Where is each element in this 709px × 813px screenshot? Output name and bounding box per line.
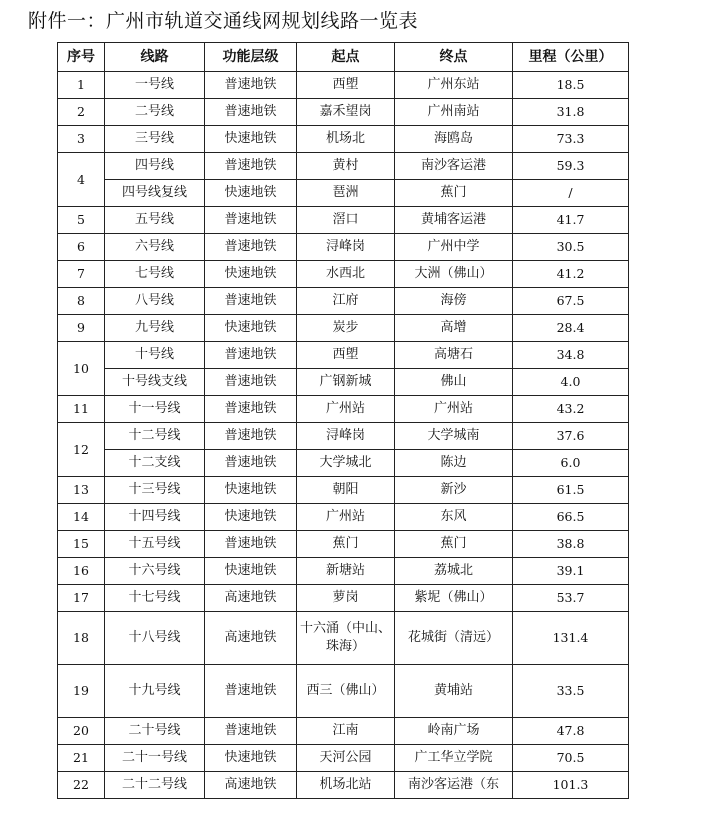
table-row [58, 126, 629, 153]
cell-number: 18 [58, 612, 105, 665]
cell-start: 西三（佛山） [297, 665, 395, 718]
table-row [58, 180, 629, 207]
cell-end: 广州东站 [395, 72, 513, 99]
header-number: 序号 [58, 43, 105, 72]
cell-line: 十一号线 [105, 396, 205, 423]
cell-length: 53.7 [513, 585, 629, 612]
cell-level: 高速地铁 [205, 772, 297, 799]
cell-level: 快速地铁 [205, 180, 297, 207]
cell-level: 普速地铁 [205, 369, 297, 396]
cell-length: 39.1 [513, 558, 629, 585]
cell-start: 黄村 [297, 153, 395, 180]
cell-line: 八号线 [105, 288, 205, 315]
cell-level: 快速地铁 [205, 126, 297, 153]
cell-end: 东风 [395, 504, 513, 531]
cell-end: 紫坭（佛山） [395, 585, 513, 612]
cell-number: 1 [58, 72, 105, 99]
cell-level: 高速地铁 [205, 612, 297, 665]
cell-level: 普速地铁 [205, 342, 297, 369]
cell-length: 43.2 [513, 396, 629, 423]
cell-start: 浔峰岗 [297, 423, 395, 450]
cell-end: 高塘石 [395, 342, 513, 369]
table-row [58, 423, 629, 450]
table-row [58, 718, 629, 745]
table-row [58, 153, 629, 180]
cell-start: 西塱 [297, 342, 395, 369]
cell-line: 二号线 [105, 99, 205, 126]
cell-length: 4.0 [513, 369, 629, 396]
cell-end: 南沙客运港 [395, 153, 513, 180]
table-row [58, 72, 629, 99]
cell-length: 6.0 [513, 450, 629, 477]
cell-length: / [513, 180, 629, 207]
table-row [58, 558, 629, 585]
cell-length: 30.5 [513, 234, 629, 261]
cell-start: 天河公园 [297, 745, 395, 772]
cell-line: 九号线 [105, 315, 205, 342]
table-row [58, 207, 629, 234]
cell-number: 15 [58, 531, 105, 558]
cell-level: 快速地铁 [205, 261, 297, 288]
cell-line: 十二支线 [105, 450, 205, 477]
cell-line: 二十号线 [105, 718, 205, 745]
cell-number: 20 [58, 718, 105, 745]
document-title: 附件一：广州市轨道交通线网规划线路一览表 [28, 10, 419, 32]
cell-length: 37.6 [513, 423, 629, 450]
table-row [58, 342, 629, 369]
cell-line: 十五号线 [105, 531, 205, 558]
cell-length: 34.8 [513, 342, 629, 369]
cell-level: 普速地铁 [205, 423, 297, 450]
cell-number: 22 [58, 772, 105, 799]
cell-level: 快速地铁 [205, 315, 297, 342]
table-row [58, 504, 629, 531]
cell-line: 四号线 [105, 153, 205, 180]
cell-length: 131.4 [513, 612, 629, 665]
header-line: 线路 [105, 43, 205, 72]
cell-start: 大学城北 [297, 450, 395, 477]
table-row [58, 477, 629, 504]
cell-length: 41.7 [513, 207, 629, 234]
cell-end: 岭南广场 [395, 718, 513, 745]
cell-number: 19 [58, 665, 105, 718]
cell-start: 十六涌（中山、珠海） [297, 612, 395, 665]
cell-start: 萝岗 [297, 585, 395, 612]
cell-line: 二十二号线 [105, 772, 205, 799]
cell-line: 五号线 [105, 207, 205, 234]
cell-length: 66.5 [513, 504, 629, 531]
cell-end: 荔城北 [395, 558, 513, 585]
cell-start: 琶洲 [297, 180, 395, 207]
cell-start: 蕉门 [297, 531, 395, 558]
cell-length: 70.5 [513, 745, 629, 772]
cell-length: 38.8 [513, 531, 629, 558]
cell-number: 2 [58, 99, 105, 126]
cell-line: 十号线支线 [105, 369, 205, 396]
cell-start: 江府 [297, 288, 395, 315]
header-length: 里程（公里） [513, 43, 629, 72]
cell-level: 高速地铁 [205, 585, 297, 612]
rail-lines-table [57, 42, 629, 799]
cell-length: 33.5 [513, 665, 629, 718]
cell-end: 大洲（佛山） [395, 261, 513, 288]
cell-number: 12 [58, 423, 105, 477]
cell-level: 普速地铁 [205, 288, 297, 315]
cell-end: 广工华立学院 [395, 745, 513, 772]
table-row [58, 99, 629, 126]
cell-number: 5 [58, 207, 105, 234]
cell-start: 广钢新城 [297, 369, 395, 396]
cell-number: 6 [58, 234, 105, 261]
cell-start: 朝阳 [297, 477, 395, 504]
cell-length: 101.3 [513, 772, 629, 799]
table-row [58, 369, 629, 396]
cell-number: 13 [58, 477, 105, 504]
cell-line: 十六号线 [105, 558, 205, 585]
cell-number: 17 [58, 585, 105, 612]
cell-start: 炭步 [297, 315, 395, 342]
cell-start: 江南 [297, 718, 395, 745]
header-level: 功能层级 [205, 43, 297, 72]
cell-level: 普速地铁 [205, 153, 297, 180]
cell-line: 十号线 [105, 342, 205, 369]
cell-length: 41.2 [513, 261, 629, 288]
cell-line: 七号线 [105, 261, 205, 288]
cell-level: 快速地铁 [205, 558, 297, 585]
cell-end: 广州南站 [395, 99, 513, 126]
cell-start: 浔峰岗 [297, 234, 395, 261]
cell-end: 陈边 [395, 450, 513, 477]
cell-line: 一号线 [105, 72, 205, 99]
cell-start: 机场北 [297, 126, 395, 153]
cell-level: 普速地铁 [205, 531, 297, 558]
cell-length: 67.5 [513, 288, 629, 315]
cell-line: 十七号线 [105, 585, 205, 612]
cell-end: 高增 [395, 315, 513, 342]
cell-level: 普速地铁 [205, 396, 297, 423]
cell-level: 普速地铁 [205, 450, 297, 477]
table-row [58, 665, 629, 718]
cell-line: 二十一号线 [105, 745, 205, 772]
cell-length: 61.5 [513, 477, 629, 504]
table-row [58, 288, 629, 315]
cell-start: 新塘站 [297, 558, 395, 585]
cell-line: 六号线 [105, 234, 205, 261]
cell-end: 广州站 [395, 396, 513, 423]
cell-level: 普速地铁 [205, 99, 297, 126]
cell-start: 嘉禾望岗 [297, 99, 395, 126]
cell-line: 十九号线 [105, 665, 205, 718]
header-end: 终点 [395, 43, 513, 72]
cell-length: 59.3 [513, 153, 629, 180]
table-row [58, 315, 629, 342]
cell-end: 南沙客运港（东 [395, 772, 513, 799]
cell-level: 普速地铁 [205, 207, 297, 234]
cell-end: 大学城南 [395, 423, 513, 450]
header-start: 起点 [297, 43, 395, 72]
cell-end: 花城街（清远） [395, 612, 513, 665]
cell-number: 4 [58, 153, 105, 207]
table-row [58, 234, 629, 261]
cell-level: 普速地铁 [205, 665, 297, 718]
table-row [58, 450, 629, 477]
cell-end: 黄埔客运港 [395, 207, 513, 234]
cell-number: 3 [58, 126, 105, 153]
cell-start: 西塱 [297, 72, 395, 99]
cell-end: 海鸥岛 [395, 126, 513, 153]
cell-number: 8 [58, 288, 105, 315]
cell-length: 28.4 [513, 315, 629, 342]
table-row [58, 745, 629, 772]
cell-start: 广州站 [297, 396, 395, 423]
table-row [58, 261, 629, 288]
cell-end: 广州中学 [395, 234, 513, 261]
cell-line: 十八号线 [105, 612, 205, 665]
cell-number: 21 [58, 745, 105, 772]
table-row [58, 612, 629, 665]
cell-length: 18.5 [513, 72, 629, 99]
cell-number: 9 [58, 315, 105, 342]
table-row [58, 396, 629, 423]
cell-start: 广州站 [297, 504, 395, 531]
cell-line: 十二号线 [105, 423, 205, 450]
cell-line: 十三号线 [105, 477, 205, 504]
cell-number: 11 [58, 396, 105, 423]
cell-start: 机场北站 [297, 772, 395, 799]
cell-end: 蕉门 [395, 531, 513, 558]
cell-level: 快速地铁 [205, 745, 297, 772]
table-header-row [58, 43, 629, 72]
cell-number: 16 [58, 558, 105, 585]
cell-end: 海傍 [395, 288, 513, 315]
table-row [58, 531, 629, 558]
cell-line: 四号线复线 [105, 180, 205, 207]
cell-end: 黄埔站 [395, 665, 513, 718]
cell-end: 佛山 [395, 369, 513, 396]
table-row [58, 585, 629, 612]
cell-level: 普速地铁 [205, 234, 297, 261]
cell-length: 47.8 [513, 718, 629, 745]
table-row [58, 772, 629, 799]
cell-number: 14 [58, 504, 105, 531]
cell-start: 滘口 [297, 207, 395, 234]
cell-length: 73.3 [513, 126, 629, 153]
cell-line: 三号线 [105, 126, 205, 153]
cell-level: 普速地铁 [205, 718, 297, 745]
cell-level: 快速地铁 [205, 477, 297, 504]
cell-end: 新沙 [395, 477, 513, 504]
cell-level: 普速地铁 [205, 72, 297, 99]
cell-number: 10 [58, 342, 105, 396]
cell-line: 十四号线 [105, 504, 205, 531]
cell-length: 31.8 [513, 99, 629, 126]
cell-end: 蕉门 [395, 180, 513, 207]
cell-level: 快速地铁 [205, 504, 297, 531]
cell-start: 水西北 [297, 261, 395, 288]
cell-number: 7 [58, 261, 105, 288]
